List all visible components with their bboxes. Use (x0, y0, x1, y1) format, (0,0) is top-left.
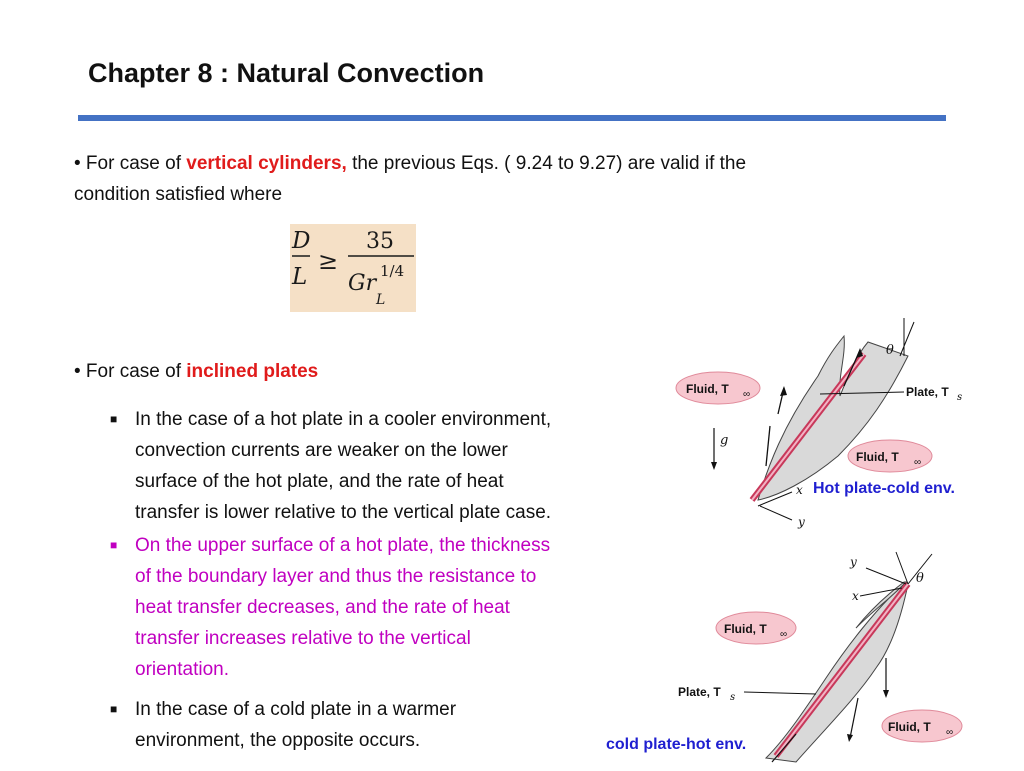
item-line: of the boundary layer and thus the resistance to (135, 566, 537, 587)
hot-plate-diagram (668, 316, 988, 536)
title-divider (78, 115, 946, 121)
item-line: In the case of a cold plate in a warmer (135, 699, 457, 720)
item-line: convection currents are weaker on the lower (135, 440, 508, 461)
x-axis-label: x (796, 483, 803, 497)
inf-subscript: ∞ (914, 457, 922, 468)
item-hot-plate-upper (135, 530, 675, 685)
plate-subscript: s (730, 692, 736, 703)
theta-label: θ (886, 343, 894, 358)
fluid-label-left: Fluid, T (724, 622, 767, 636)
bullet: • (74, 361, 81, 382)
y-axis-label: y (850, 555, 857, 569)
para-text: For case of (80, 361, 187, 382)
item-hot-plate-lower (135, 404, 675, 528)
square-bullet: ■ (110, 412, 118, 426)
inclined-plates-heading (74, 356, 318, 387)
eq-rhs-denominator-base: Gr (348, 271, 377, 296)
inf-subscript: ∞ (743, 389, 751, 400)
plate-subscript: s (957, 392, 963, 403)
x-axis-label: x (852, 589, 859, 603)
eq-operator: ≥ (318, 247, 339, 275)
item-line: transfer increases relative to the vertical (135, 628, 471, 649)
theta-label: θ (916, 571, 924, 586)
fluid-label-left: Fluid, T (686, 382, 729, 396)
para-text: the previous Eqs. ( 9.24 to 9.27) are valid if the (346, 153, 747, 174)
plate-label: Plate, T (678, 685, 721, 699)
hot-plate-caption: Hot plate-cold env. (813, 480, 955, 497)
cold-plate-diagram (676, 548, 976, 766)
cold-plate-caption: cold plate-hot env. (606, 736, 747, 753)
eq-lhs-numerator: D (292, 228, 311, 254)
page-title: Chapter 8 : Natural Convection (88, 58, 485, 88)
bullet: • (74, 153, 81, 174)
para-text-line2: condition satisfied where (74, 184, 283, 205)
item-line: heat transfer decreases, and the rate of heat (135, 597, 510, 618)
eq-rhs-denominator-superscript: 1/4 (380, 262, 405, 280)
gravity-label: g (720, 433, 729, 448)
square-bullet: ■ (110, 702, 118, 716)
item-line: On the upper surface of a hot plate, the thickness (135, 535, 551, 556)
item-cold-plate (135, 694, 555, 756)
fluid-label-right: Fluid, T (856, 450, 899, 464)
item-line: In the case of a hot plate in a cooler environment, (135, 409, 552, 430)
highlight-inclined-plates: inclined plates (186, 361, 319, 382)
item-line: orientation. (135, 659, 230, 680)
square-bullet: ■ (110, 538, 118, 552)
plate-label: Plate, T (906, 385, 949, 399)
para-text: For case of (80, 153, 187, 174)
vertical-cylinder-paragraph (74, 148, 894, 210)
eq-rhs-numerator: 35 (366, 229, 394, 254)
fluid-label-right: Fluid, T (888, 720, 931, 734)
item-line: transfer is lower relative to the vertical plate case. (135, 502, 552, 523)
cylinder-condition-equation (290, 224, 416, 312)
item-line: environment, the opposite occurs. (135, 730, 421, 751)
inf-subscript: ∞ (780, 629, 788, 640)
y-axis-label: y (798, 515, 805, 529)
eq-lhs-denominator: L (292, 264, 308, 290)
item-line: surface of the hot plate, and the rate of heat (135, 471, 504, 492)
inf-subscript: ∞ (946, 727, 954, 738)
eq-rhs-denominator-subscript: L (376, 292, 386, 308)
highlight-vertical-cylinders: vertical cylinders, (186, 153, 347, 174)
